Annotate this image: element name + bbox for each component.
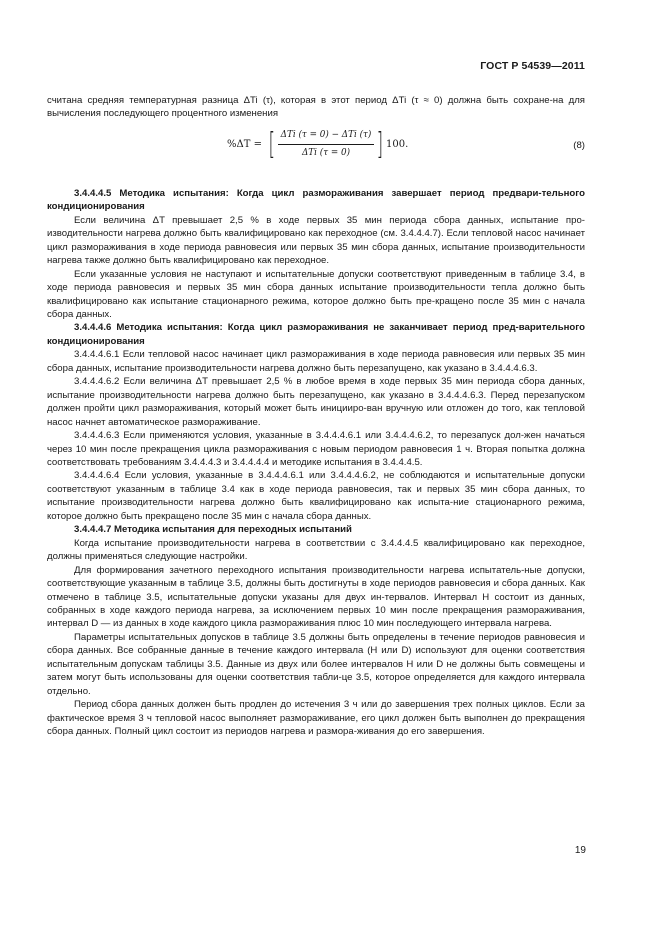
clause-3-4-4-4-6-3: 3.4.4.4.6.3 Если применяются условия, указанные в 3.4.4.4.6.1 или 3.4.4.4.6.2, то перезапуск дол-жен начаться через 10 мин после прекращения цикла размораживания с новым периодом равновесия 1 ч. Вторая попытка должна соответствовать требованиям 3.4.4.4.3 и 3.4.4.4.4 и методике испытания в 3.4.4.4.5. [47, 430, 585, 468]
body-paragraph: Период сбора данных должен быть продлен до истечения 3 ч или до завершения трех полных циклов. Если за фактическое время 3 ч тепловой насос выполняет размораживание, его цикл должен быть выполнен до прекращения сбора данных. Полный цикл состоит из периодов нагрева и размора-живания до его завершения. [47, 699, 585, 738]
body-paragraph: Если величина ΔT превышает 2,5 % в ходе первых 35 мин периода сбора данных, испытание про-изводительности нагрева должно быть квалифицировано как переходное (см. 3.4.4.4.7). Если тепловой насос начинает цикл размораживания в ходе периода равновесия или первых 35 мин сбора данных, испытание производительности нагрева также должно быть квалифицировано как переходное. [47, 214, 585, 267]
formula-factor: 100. [386, 139, 409, 151]
body-paragraph: Когда испытание производительности нагрева в соответствии с 3.4.4.4.5 квалифицировано как переходное, должны применяться следующие настройки. [47, 537, 585, 563]
body-paragraph: Для формирования зачетного переходного испытания производительности нагрева испытатель-ные допуски, соответствующие указанным в таблице 3.5, должны быть достигнуты в ходе периодов равновесия и сбора данных. Как отмечено в таблице 3.5, испытательные допуски указаны для двух ин-тервалов. Интервал H состоит из данных, собранных в ходе каждого периода нагрева, за исключением первых 10 мин после прекращения размораживания, интервал D — из данных в ходе каждого цикла размораживания плюс 10 мин последующего интервала нагрева. [47, 564, 585, 630]
section-heading-3-4-4-4-6: 3.4.4.4.6 Методика испытания: Когда цикл размораживания не заканчивает период пред-варительного кондиционирования [47, 322, 585, 347]
section-heading-3-4-4-4-7: 3.4.4.4.7 Методика испытания для переходных испытаний [74, 524, 352, 536]
formula-numerator: ΔTi (τ = 0) − ΔTi (τ) [278, 129, 375, 145]
formula-fraction [278, 129, 375, 161]
clause-3-4-4-4-6-2: 3.4.4.4.6.2 Если величина ΔT превышает 2,5 % в любое время в ходе первых 35 мин периода сбора данных, испытание производительности нагрева должно быть перезапущено, как указано в 3.4.4.4.6.3. Перед перезапуском должен пройти цикл размораживания, который может быть иницииро-ван вручную или отложен до того, как тепловой насос начнет автоматическое размораживание. [47, 376, 585, 428]
formula-expression [227, 126, 409, 162]
standard-header: ГОСТ Р 54539—2011 [480, 60, 585, 72]
formula-lhs: %ΔT = [227, 139, 262, 151]
clause-3-4-4-4-6-1: 3.4.4.4.6.1 Если тепловой насос начинает цикл размораживания в ходе периода равновесия или первых 35 мин сбора данных, испытание производительности нагрева должно быть перезапущено, как указано в 3.4.4.4.6.3. [47, 349, 585, 374]
document-body [47, 94, 585, 738]
equation-number: (8) [573, 139, 585, 151]
right-bracket: ] [376, 126, 384, 162]
section-heading-3-4-4-4-5: 3.4.4.4.5 Методика испытания: Когда цикл размораживания завершает период предвари-тельного кондиционирования [47, 187, 585, 213]
body-paragraph: Если указанные условия не наступают и испытательные допуски соответствуют приведенным в таблице 3.4, в ходе периода равновесия и первых 35 мин сбора данных испытание производительности тепла должно быть квалифицировано как испытание стационарного режима, которое должно быть пре-кращено после 35 мин с начала сбора данных. [47, 268, 585, 320]
intro-paragraph: считана средняя температурная разница ΔTi (τ), которая в этот период ΔTi (τ ≈ 0) должна быть сохране-на для вычисления последующего процентного изменения [47, 95, 585, 120]
clause-3-4-4-4-6-4: 3.4.4.4.6.4 Если условия, указанные в 3.4.4.4.6.1 или 3.4.4.4.6.2, не соблюдаются и испытательные допуски соответствуют указанным в таблице 3.4 как в ходе периода равновесия, так и первых 35 мин сбора данных, то испытание производительности нагрева должно быть квалифицировано как испыта-ние стационарного режима, которое должно быть прекращено после 35 мин с начала сбора данных. [47, 470, 585, 522]
left-bracket: [ [268, 126, 276, 162]
page-number: 19 [574, 845, 586, 856]
formula-8 [47, 127, 585, 173]
body-paragraph: Параметры испытательных допусков в таблице 3.5 должны быть определены в течение периодов равновесия и сбора данных. Все собранные данные в течение каждого интервала (H или D) используют для оценки соответствия испытательным допускам таблицы 3.5. Данные из двух или более интервалов H или D не должны быть совмещены и затем могут быть использованы для оценки соответствия табли-це 3.5, которое определяется для каждого интервала отдельно. [47, 631, 585, 697]
formula-denominator: ΔTi (τ = 0) [301, 148, 351, 159]
